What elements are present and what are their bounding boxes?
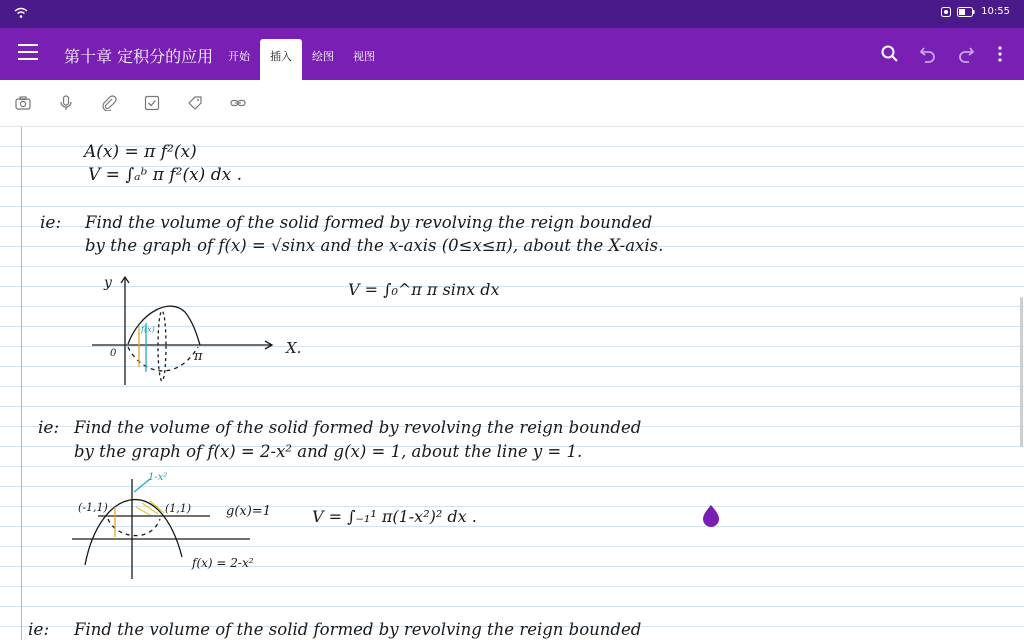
example1-line1: Find the volume of the solid formed by revolving the reign bounded <box>85 213 653 232</box>
example1-line2: by the graph of f(x) = √sinx and the x-axis (0≤x≤π), about the X-axis. <box>85 236 664 255</box>
example2-point-right: (1,1) <box>165 502 192 515</box>
paperclip-icon[interactable] <box>101 95 117 111</box>
hamburger-menu-icon[interactable] <box>18 44 38 62</box>
handwritten-notes <box>0 127 1024 640</box>
example2-point-left: (-1,1) <box>78 501 108 514</box>
tag-icon[interactable] <box>187 95 203 111</box>
example1-formula: V = ∫₀^π π sinx dx <box>348 280 500 299</box>
example2-line1: Find the volume of the solid formed by revolving the reign bounded <box>74 418 642 437</box>
screen-record-icon <box>941 7 951 17</box>
formula-volume: V = ∫ₐᵇ π f²(x) dx . <box>88 165 242 185</box>
tab-home[interactable]: 开始 <box>228 50 250 63</box>
camera-icon[interactable] <box>15 95 31 111</box>
note-page[interactable] <box>0 127 1024 640</box>
battery-icon <box>957 7 975 17</box>
example1-axis-y: y <box>104 275 112 291</box>
wifi-icon <box>14 7 28 19</box>
tab-draw[interactable]: 绘图 <box>312 50 334 63</box>
margin-line <box>21 127 22 640</box>
status-bar <box>0 0 1024 28</box>
formula-area: A(x) = π f²(x) <box>84 142 197 162</box>
example2-fx: f(x) = 2-x² <box>192 556 254 570</box>
tab-insert[interactable]: 插入 <box>260 39 302 80</box>
checkbox-icon[interactable] <box>144 95 160 111</box>
search-icon[interactable] <box>880 44 900 64</box>
tab-view[interactable]: 视图 <box>353 50 375 63</box>
notebook-title[interactable]: 第十章 定积分的应用 <box>64 47 214 66</box>
example1-graph <box>92 275 301 385</box>
clock: 10:55 <box>981 6 1010 17</box>
example2-formula: V = ∫₋₁¹ π(1-x²)² dx . <box>312 507 477 526</box>
example2-line2: by the graph of f(x) = 2-x² and g(x) = 1, about the line y = 1. <box>74 442 583 461</box>
example1-axis-x: X. <box>286 339 302 357</box>
insert-toolbar <box>0 80 1024 127</box>
redo-icon[interactable] <box>956 44 976 64</box>
more-options-icon[interactable] <box>990 44 1010 64</box>
undo-icon[interactable] <box>918 44 938 64</box>
example2-graph <box>72 472 271 579</box>
example2-gx: g(x)=1 <box>226 504 271 519</box>
pen-cursor-icon[interactable] <box>703 505 719 527</box>
example1-origin: 0 <box>110 348 117 359</box>
example3-label: ie: <box>28 620 50 640</box>
example2-note: 1-x² <box>148 472 168 483</box>
example1-pi: π <box>194 349 203 364</box>
scrollbar[interactable] <box>1020 297 1023 447</box>
example1-label: ie: <box>40 213 62 233</box>
example1-fx: f(x) <box>141 325 155 334</box>
example3-line1: Find the volume of the solid formed by revolving the reign bounded <box>74 620 642 639</box>
microphone-icon[interactable] <box>58 95 74 111</box>
app-bar <box>0 28 1024 80</box>
example2-label: ie: <box>38 418 60 438</box>
link-icon[interactable] <box>230 95 246 111</box>
